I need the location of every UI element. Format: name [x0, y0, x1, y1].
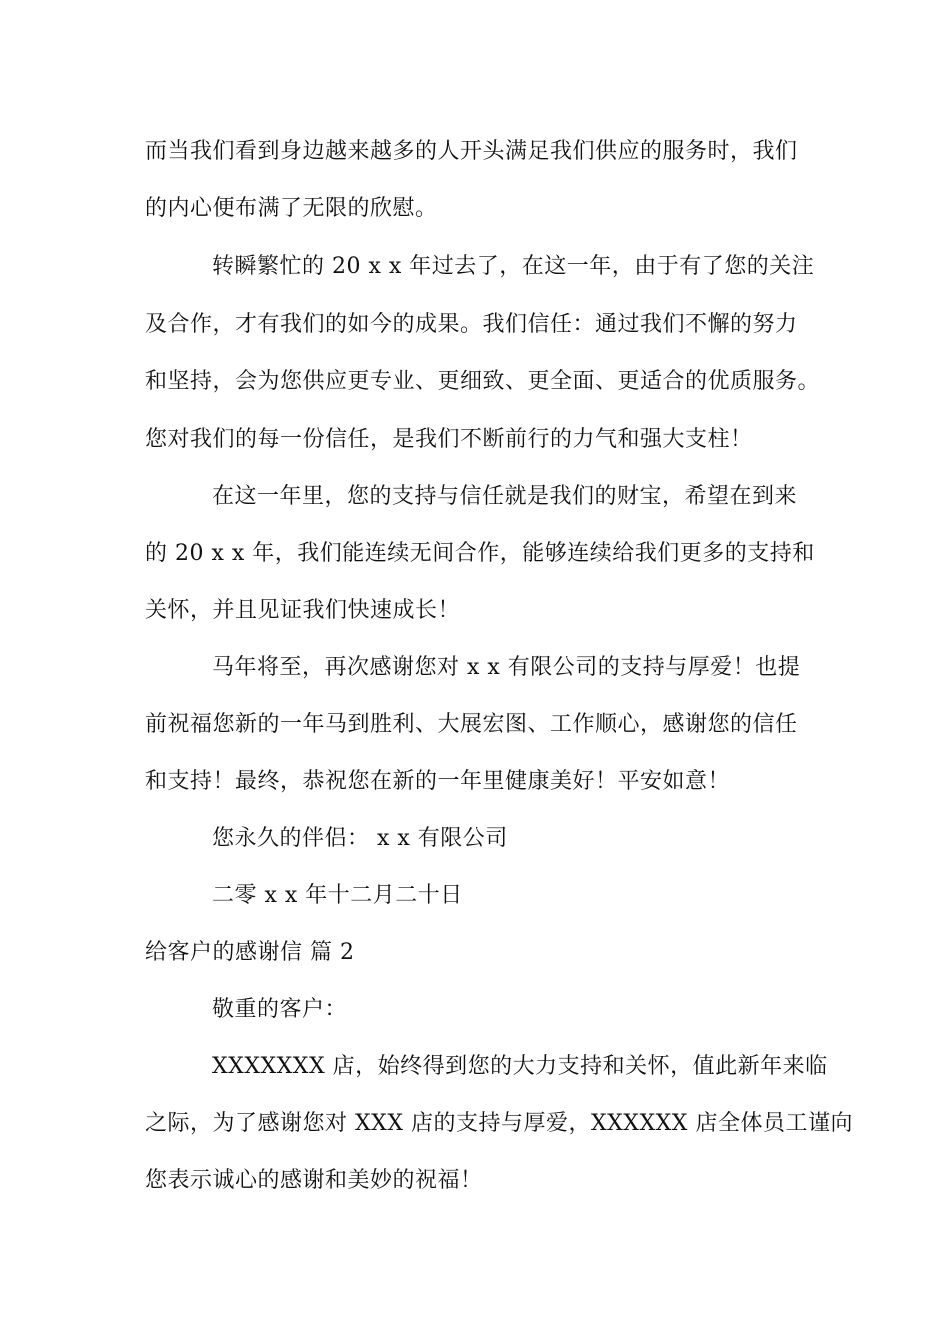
paragraph-line: 您对我们的每一份信任，是我们不断前行的力气和强大支柱！: [145, 427, 753, 452]
date-line: 二零 x x 年十二月二十日: [212, 883, 463, 908]
paragraph-line: 转瞬繁忙的 20 x x 年过去了，在这一年，由于有了您的关注: [212, 254, 815, 279]
paragraph-line: 您表示诚心的感谢和美妙的祝福！: [145, 1168, 483, 1193]
paragraph-line: 的 20 x x 年，我们能连续无间合作，能够连续给我们更多的支持和: [145, 541, 815, 566]
paragraph-line: 和支持！最终，恭祝您在新的一年里健康美好！平安如意！: [145, 769, 731, 794]
section-heading: 给客户的感谢信 篇 2: [145, 940, 355, 965]
paragraph-line: 关怀，并且见证我们快速成长！: [145, 598, 461, 623]
signature-line: 您永久的伴侣： x x 有限公司: [212, 826, 508, 851]
paragraph-line: 的内心便布满了无限的欣慰。: [145, 196, 438, 221]
paragraph-line: XXXXXXX 店，始终得到您的大力支持和关怀，值此新年来临: [212, 1054, 828, 1079]
salutation-line: 敬重的客户：: [212, 997, 348, 1022]
paragraph-line: 在这一年里，您的支持与信任就是我们的财宝，希望在到来: [212, 484, 798, 509]
paragraph-line: 和坚持，会为您供应更专业、更细致、更全面、更适合的优质服务。: [145, 369, 821, 394]
paragraph-line: 马年将至，再次感谢您对 x x 有限公司的支持与厚爱！也提: [212, 655, 801, 680]
paragraph-line: 前祝福您新的一年马到胜利、大展宏图、工作顺心，感谢您的信任: [145, 712, 798, 737]
paragraph-line: 而当我们看到身边越来越多的人开头满足我们供应的服务时，我们: [145, 139, 798, 164]
paragraph-line: 之际，为了感谢您对 XXX 店的支持与厚爱，XXXXXX 店全体员工谨向: [145, 1111, 853, 1136]
paragraph-line: 及合作，才有我们的如今的成果。我们信任：通过我们不懈的努力: [145, 312, 798, 337]
